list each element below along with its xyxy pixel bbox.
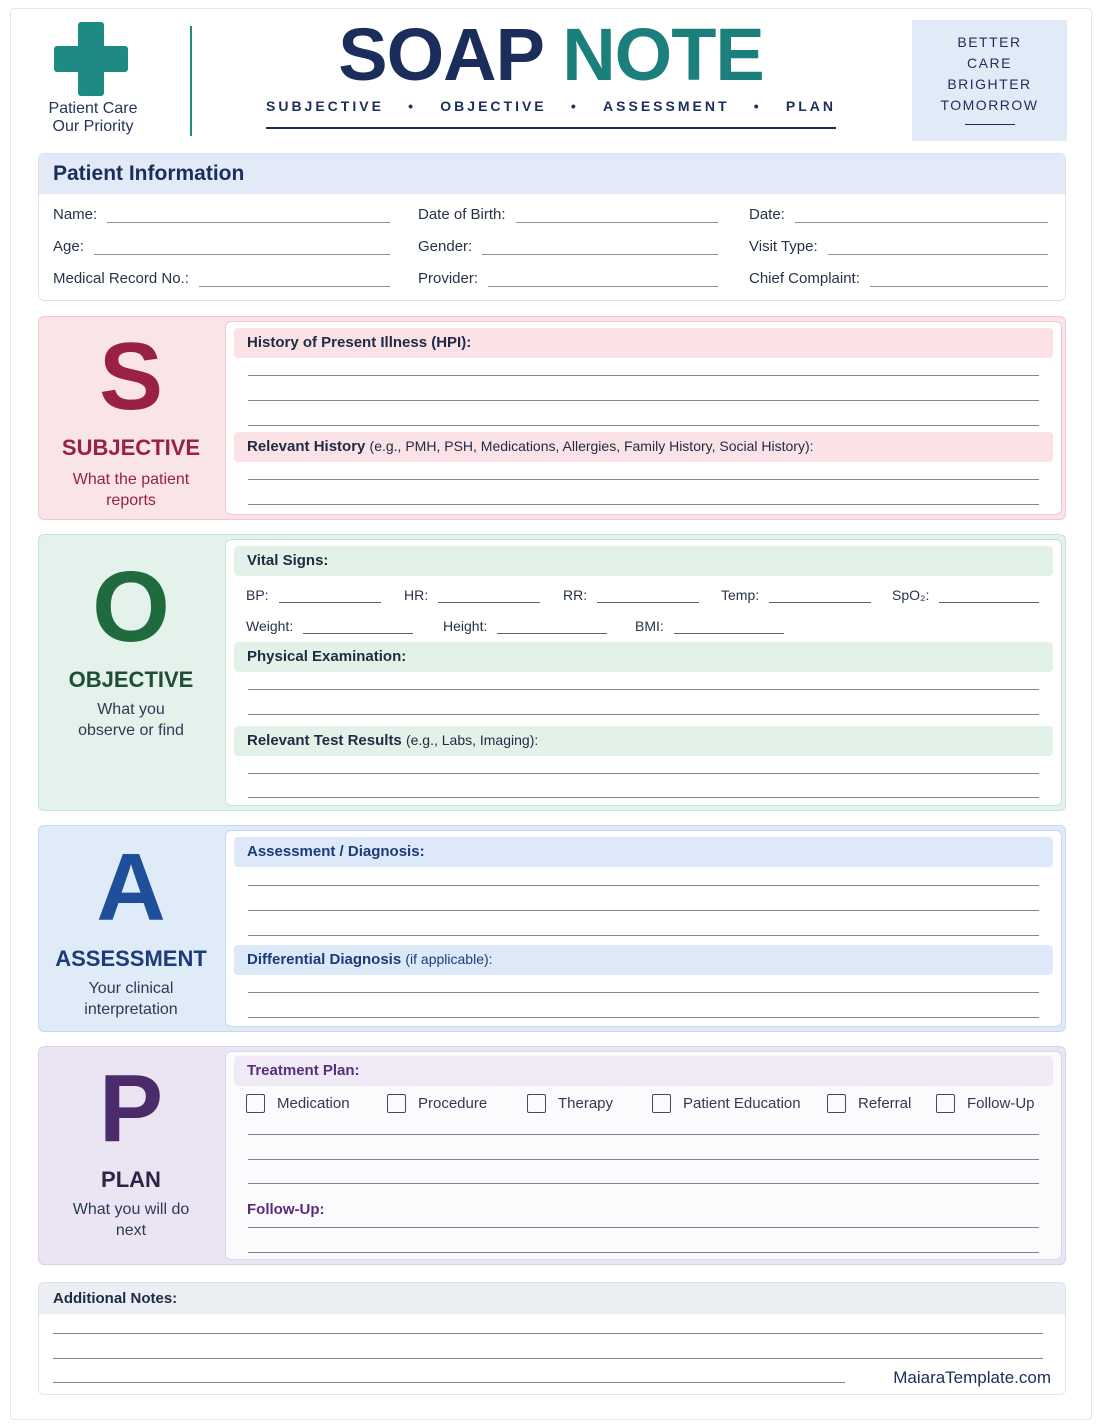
mrn-label: Medical Record No.: bbox=[53, 270, 189, 287]
temp-field[interactable] bbox=[721, 587, 871, 603]
history-label: Relevant History bbox=[247, 438, 366, 455]
slogan-line: BRIGHTER bbox=[947, 76, 1032, 92]
vitals-band bbox=[234, 546, 1053, 576]
subtitle-dot: • bbox=[753, 98, 762, 114]
subtitle-assessment: ASSESSMENT bbox=[603, 98, 730, 114]
checkbox-label: Therapy bbox=[558, 1095, 614, 1112]
diagnosis-write-line[interactable] bbox=[248, 935, 1039, 936]
therapy-checkbox[interactable] bbox=[527, 1094, 613, 1113]
height-input-line[interactable] bbox=[497, 620, 607, 634]
diagnosis-label: Assessment / Diagnosis: bbox=[247, 843, 425, 860]
dob-input-line[interactable] bbox=[516, 207, 718, 223]
hpi-label: History of Present Illness (HPI): bbox=[247, 334, 472, 351]
bp-input-line[interactable] bbox=[279, 589, 381, 603]
notes-write-line[interactable] bbox=[53, 1358, 1043, 1359]
exam-write-line[interactable] bbox=[248, 714, 1039, 715]
treatment-write-line[interactable] bbox=[248, 1134, 1039, 1135]
tests-write-line[interactable] bbox=[248, 773, 1039, 774]
checkbox-label: Medication bbox=[277, 1095, 350, 1112]
followup-band bbox=[234, 1195, 1053, 1225]
subtitle bbox=[266, 98, 836, 114]
plan-name: PLAN bbox=[101, 1167, 161, 1192]
spo2-input-line[interactable] bbox=[939, 589, 1039, 603]
objective-letter: O bbox=[92, 551, 170, 663]
weight-label: Weight: bbox=[246, 618, 294, 634]
slogan-line: TOMORROW bbox=[940, 97, 1039, 113]
checkbox-label: Referral bbox=[858, 1095, 912, 1112]
followup-label: Follow-Up: bbox=[247, 1201, 325, 1218]
height-field[interactable] bbox=[443, 618, 607, 634]
age-input-line[interactable] bbox=[94, 239, 390, 255]
history-write-line[interactable] bbox=[248, 504, 1039, 505]
provider-field[interactable] bbox=[418, 270, 718, 287]
subjective-desc-2: reports bbox=[106, 492, 156, 509]
date-field[interactable] bbox=[749, 206, 1048, 223]
subtitle-dot: • bbox=[408, 98, 417, 114]
history-note: (e.g., PMH, PSH, Medications, Allergies, Family History, Social History): bbox=[369, 438, 814, 454]
subjective-name: SUBJECTIVE bbox=[61, 435, 201, 460]
spo2-label: SpO₂: bbox=[892, 587, 930, 603]
bp-label: BP: bbox=[246, 587, 269, 603]
treatment-write-line[interactable] bbox=[248, 1159, 1039, 1160]
treatment-label: Treatment Plan: bbox=[247, 1062, 360, 1079]
subjective-desc-1: What the patient bbox=[72, 471, 190, 488]
checkbox-label: Procedure bbox=[418, 1095, 488, 1112]
bmi-input-line[interactable] bbox=[674, 620, 784, 634]
visit-type-label: Visit Type: bbox=[749, 238, 818, 255]
tests-label: Relevant Test Results bbox=[247, 732, 402, 749]
slogan-line: CARE bbox=[967, 55, 1012, 71]
checkbox-label: Patient Education bbox=[683, 1095, 801, 1112]
gender-field[interactable] bbox=[418, 238, 718, 255]
diagnosis-write-line[interactable] bbox=[248, 910, 1039, 911]
notes-write-line[interactable] bbox=[53, 1333, 1043, 1334]
notes-write-line[interactable] bbox=[53, 1382, 845, 1383]
objective-desc-1: What you bbox=[97, 701, 165, 718]
subtitle-plan: PLAN bbox=[785, 98, 836, 114]
checkbox-box[interactable] bbox=[827, 1094, 846, 1113]
additional-notes-panel bbox=[38, 1282, 1066, 1395]
assessment-desc-2: interpretation bbox=[84, 1001, 178, 1018]
bmi-field[interactable] bbox=[635, 618, 784, 634]
chief-complaint-field[interactable] bbox=[749, 270, 1048, 287]
medication-checkbox[interactable] bbox=[246, 1094, 350, 1113]
plan-letter: P bbox=[98, 1055, 164, 1162]
checkbox-box[interactable] bbox=[246, 1094, 265, 1113]
age-field[interactable] bbox=[53, 238, 390, 255]
followup-write-line[interactable] bbox=[248, 1227, 1039, 1228]
hpi-write-line[interactable] bbox=[248, 425, 1039, 426]
title-soap: SOAP bbox=[338, 13, 543, 96]
slogan-underline bbox=[965, 124, 1015, 125]
checkbox-box[interactable] bbox=[387, 1094, 406, 1113]
procedure-checkbox[interactable] bbox=[387, 1094, 487, 1113]
subtitle-objective: OBJECTIVE bbox=[440, 98, 547, 114]
tests-write-line[interactable] bbox=[248, 797, 1039, 798]
subjective-content bbox=[225, 321, 1062, 515]
weight-field[interactable] bbox=[246, 618, 413, 634]
checkbox-box[interactable] bbox=[936, 1094, 955, 1113]
logo-tagline-2: Our Priority bbox=[52, 118, 134, 135]
date-input-line[interactable] bbox=[795, 207, 1048, 223]
hpi-band bbox=[234, 328, 1053, 358]
subtitle-subjective: SUBJECTIVE bbox=[266, 98, 384, 114]
bmi-label: BMI: bbox=[635, 618, 664, 634]
gender-input-line[interactable] bbox=[482, 239, 718, 255]
rr-field[interactable] bbox=[563, 587, 699, 603]
assessment-name: ASSESSMENT bbox=[55, 946, 207, 971]
height-label: Height: bbox=[443, 618, 488, 634]
differential-note: (if applicable): bbox=[405, 951, 493, 967]
assessment-sidebar bbox=[39, 826, 223, 1031]
tests-note: (e.g., Labs, Imaging): bbox=[405, 732, 539, 748]
diagnosis-band bbox=[234, 837, 1053, 867]
plan-desc-2: next bbox=[115, 1222, 147, 1239]
patient-education-checkbox[interactable] bbox=[652, 1094, 801, 1113]
rr-label: RR: bbox=[563, 587, 588, 603]
history-band bbox=[234, 432, 1053, 462]
patient-information-panel bbox=[38, 153, 1066, 301]
chief-complaint-label: Chief Complaint: bbox=[749, 270, 860, 287]
exam-label: Physical Examination: bbox=[247, 648, 407, 665]
assessment-letter: A bbox=[96, 834, 166, 941]
treatment-write-line[interactable] bbox=[248, 1183, 1039, 1184]
objective-desc-2: observe or find bbox=[78, 722, 184, 739]
footer-website: MaiaraTemplate.com bbox=[893, 1368, 1051, 1387]
provider-input-line[interactable] bbox=[488, 271, 718, 287]
hr-field[interactable] bbox=[404, 587, 540, 603]
hr-label: HR: bbox=[404, 587, 429, 603]
title-note: NOTE bbox=[562, 13, 764, 96]
age-label: Age: bbox=[53, 238, 84, 255]
followup-write-line[interactable] bbox=[248, 1252, 1039, 1253]
chief-complaint-input-line[interactable] bbox=[870, 271, 1048, 287]
tests-band bbox=[234, 726, 1053, 756]
differential-label: Differential Diagnosis bbox=[247, 951, 402, 968]
follow-up-checkbox[interactable] bbox=[936, 1094, 1035, 1113]
subtitle-dot: • bbox=[570, 98, 579, 114]
subjective-letter: S bbox=[98, 323, 164, 430]
gender-label: Gender: bbox=[418, 238, 473, 255]
name-label: Name: bbox=[53, 206, 98, 223]
referral-checkbox[interactable] bbox=[827, 1094, 911, 1113]
checkbox-box[interactable] bbox=[652, 1094, 671, 1113]
objective-name: OBJECTIVE bbox=[68, 667, 194, 692]
subjective-sidebar bbox=[39, 317, 223, 519]
history-write-line[interactable] bbox=[248, 479, 1039, 480]
weight-input-line[interactable] bbox=[303, 620, 413, 634]
objective-content bbox=[225, 539, 1062, 806]
patient-information-heading: Patient Information bbox=[39, 154, 1065, 194]
visit-type-input-line[interactable] bbox=[828, 239, 1048, 255]
date-label: Date: bbox=[749, 206, 785, 223]
rr-input-line[interactable] bbox=[597, 589, 699, 603]
dob-label: Date of Birth: bbox=[418, 206, 506, 223]
plan-sidebar bbox=[39, 1047, 223, 1264]
hpi-write-line[interactable] bbox=[248, 400, 1039, 401]
spo2-field[interactable] bbox=[892, 587, 1039, 603]
hpi-write-line[interactable] bbox=[248, 375, 1039, 376]
subjective-section bbox=[38, 316, 1066, 520]
treatment-band bbox=[234, 1056, 1053, 1086]
mrn-field[interactable] bbox=[53, 270, 390, 287]
name-input-line[interactable] bbox=[107, 207, 390, 223]
assessment-desc-1: Your clinical bbox=[88, 980, 174, 997]
additional-notes-heading: Additional Notes: bbox=[39, 1283, 1065, 1314]
objective-sidebar bbox=[39, 535, 223, 810]
checkbox-box[interactable] bbox=[527, 1094, 546, 1113]
differential-write-line[interactable] bbox=[248, 992, 1039, 993]
temp-label: Temp: bbox=[721, 587, 760, 603]
hr-input-line[interactable] bbox=[438, 589, 540, 603]
bp-field[interactable] bbox=[246, 587, 381, 603]
assessment-section bbox=[38, 825, 1066, 1032]
mrn-input-line[interactable] bbox=[199, 271, 390, 287]
differential-write-line[interactable] bbox=[248, 1017, 1039, 1018]
slogan-box bbox=[912, 20, 1067, 141]
visit-type-field[interactable] bbox=[749, 238, 1048, 255]
plan-content bbox=[225, 1051, 1062, 1260]
plan-desc-1: What you will do bbox=[72, 1201, 190, 1218]
plan-section bbox=[38, 1046, 1066, 1265]
exam-band bbox=[234, 642, 1053, 672]
slogan-line: BETTER bbox=[957, 34, 1022, 50]
assessment-content bbox=[225, 830, 1062, 1027]
temp-input-line[interactable] bbox=[769, 589, 871, 603]
vitals-label: Vital Signs: bbox=[247, 552, 329, 569]
dob-field[interactable] bbox=[418, 206, 718, 223]
logo-tagline-1: Patient Care bbox=[48, 100, 138, 117]
diagnosis-write-line[interactable] bbox=[248, 885, 1039, 886]
provider-label: Provider: bbox=[418, 270, 479, 287]
subtitle-underline bbox=[266, 127, 836, 129]
name-field[interactable] bbox=[53, 206, 390, 223]
objective-section bbox=[38, 534, 1066, 811]
differential-band bbox=[234, 945, 1053, 975]
checkbox-label: Follow-Up bbox=[967, 1095, 1035, 1112]
exam-write-line[interactable] bbox=[248, 689, 1039, 690]
